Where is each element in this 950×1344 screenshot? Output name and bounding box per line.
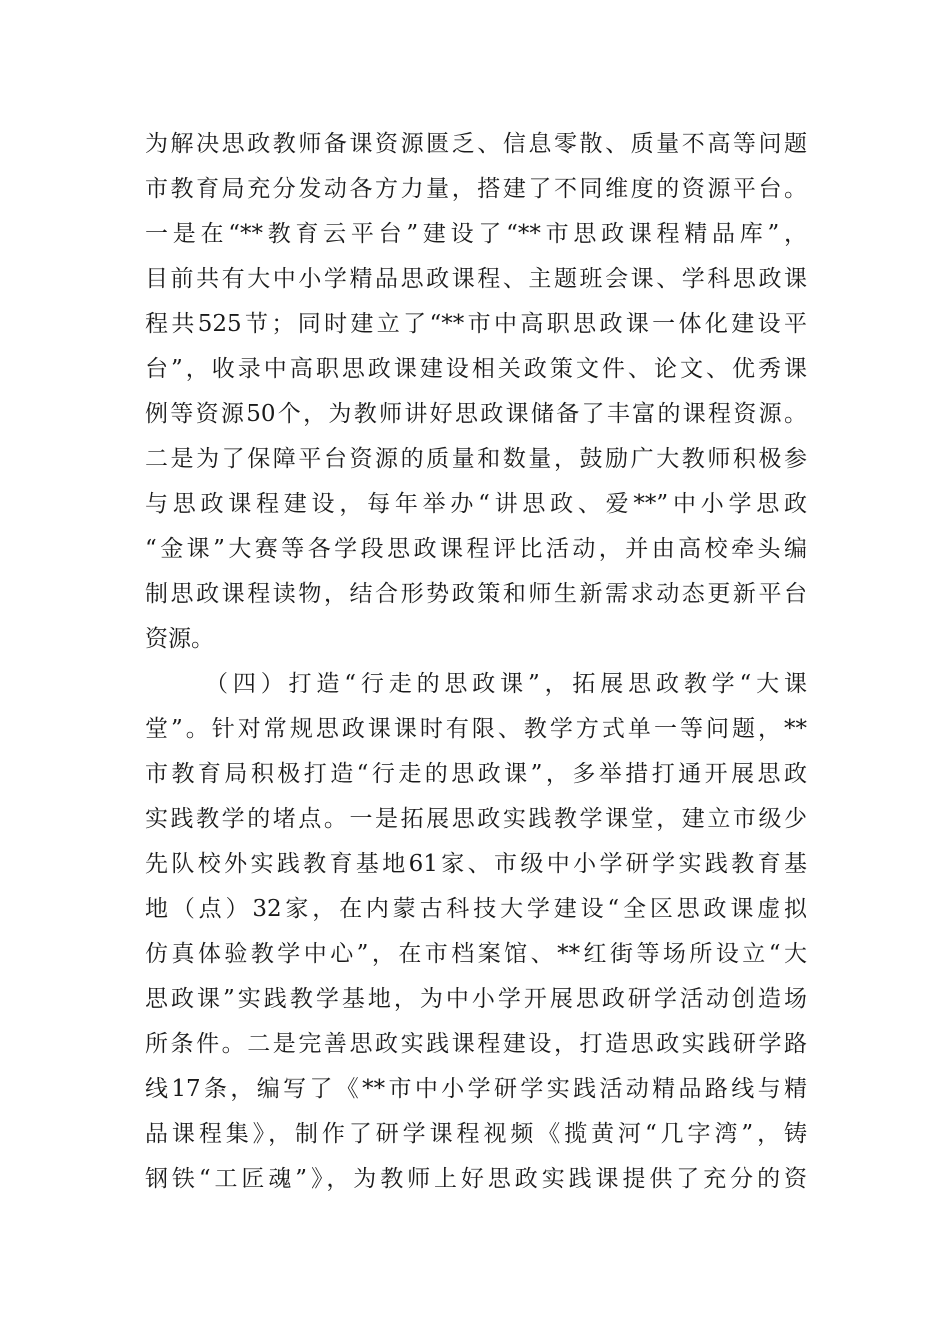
text-line: 品课程集》，制作了研学课程视频《揽黄河“几字湾”，铸 xyxy=(145,1121,807,1147)
text-line: 二是为了保障平台资源的质量和数量，鼓励广大教师积极参 xyxy=(145,446,807,472)
text-line: 线17条，编写了《**市中小学研学实践活动精品路线与精 xyxy=(145,1076,807,1102)
text-line: 制思政课程读物，结合形势政策和师生新需求动态更新平台 xyxy=(145,581,807,607)
section-heading-line: （四）打造“行走的思政课”，拓展思政教学“大课 xyxy=(205,671,807,697)
text-line: 地（点）32家，在内蒙古科技大学建设“全区思政课虚拟 xyxy=(145,896,807,922)
paragraph-resource-platform xyxy=(145,122,807,662)
text-line: 程共525节；同时建立了“**市中高职思政课一体化建设平 xyxy=(145,311,807,337)
text-line: 实践教学的堵点。一是拓展思政实践教学课堂，建立市级少 xyxy=(145,806,807,832)
text-line: 仿真体验教学中心”，在市档案馆、**红街等场所设立“大 xyxy=(145,941,807,967)
text-line: 资源。 xyxy=(145,626,214,652)
text-line: 市教育局充分发动各方力量，搭建了不同维度的资源平台。 xyxy=(145,176,807,202)
text-line: 例等资源50个，为教师讲好思政课储备了丰富的课程资源。 xyxy=(145,401,807,427)
document-body xyxy=(145,122,807,1202)
text-line: 市教育局积极打造“行走的思政课”，多举措打通开展思政 xyxy=(145,761,807,787)
text-line: 思政课”实践教学基地，为中小学开展思政研学活动创造场 xyxy=(145,986,807,1012)
paragraph-walking-class xyxy=(145,662,807,1202)
text-line: 台”，收录中高职思政课建设相关政策文件、论文、优秀课 xyxy=(145,356,807,382)
text-line: 目前共有大中小学精品思政课程、主题班会课、学科思政课 xyxy=(145,266,807,292)
text-line: 先队校外实践教育基地61家、市级中小学研学实践教育基 xyxy=(145,851,807,877)
text-line: 所条件。二是完善思政实践课程建设，打造思政实践研学路 xyxy=(145,1031,807,1057)
text-line: “金课”大赛等各学段思政课程评比活动，并由高校牵头编 xyxy=(145,536,807,562)
text-line: 堂”。针对常规思政课课时有限、教学方式单一等问题，** xyxy=(145,716,807,742)
text-line: 一是在“**教育云平台”建设了“**市思政课程精品库”， xyxy=(145,221,807,247)
text-line: 与思政课程建设，每年举办“讲思政、爱**”中小学思政 xyxy=(145,491,807,517)
text-line: 为解决思政教师备课资源匮乏、信息零散、质量不高等问题 xyxy=(145,131,807,157)
text-line: 钢铁“工匠魂”》，为教师上好思政实践课提供了充分的资 xyxy=(145,1166,807,1192)
